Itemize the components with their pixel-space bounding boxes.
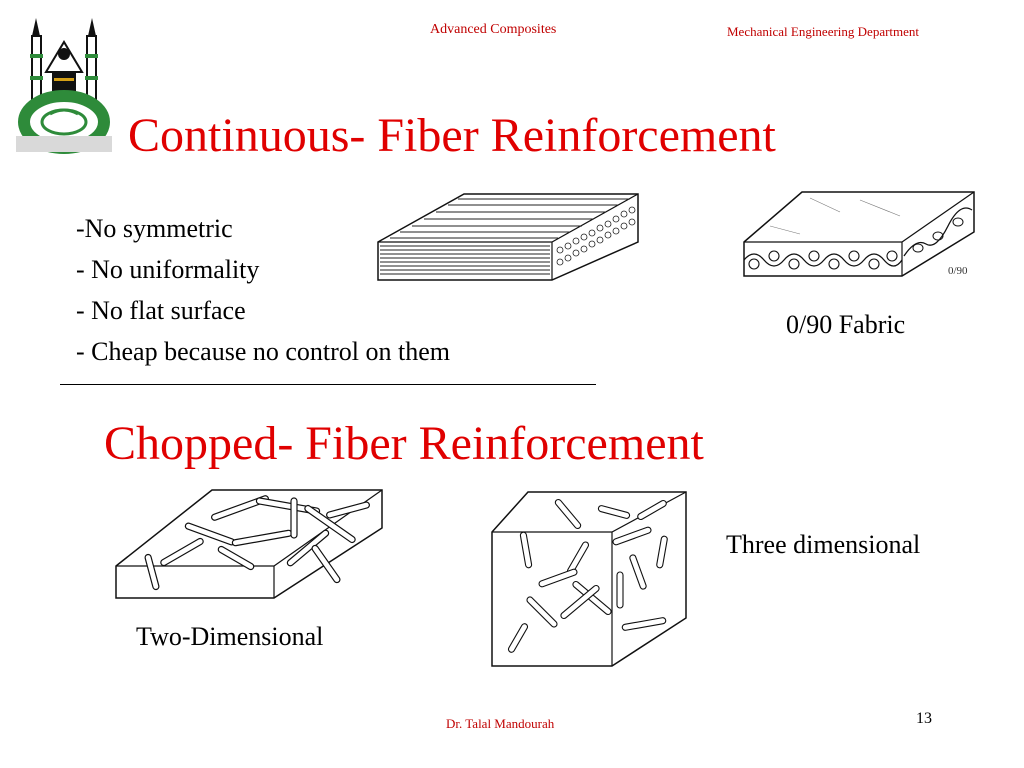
department-name: Mechanical Engineering Department — [727, 24, 920, 39]
continuous-title: Continuous- Fiber Reinforcement — [128, 109, 776, 162]
two-dimensional-caption: Two-Dimensional — [136, 622, 324, 651]
university-logo — [14, 14, 114, 156]
bullet-item: - Cheap because no control on them — [76, 337, 450, 366]
three-dimensional-fiber-sketch — [488, 488, 692, 672]
author-footer: Dr. Talal Mandourah — [446, 716, 555, 731]
fabric-sketch-note: 0/90 — [948, 265, 968, 277]
three-dimensional-caption: Three dimensional — [726, 530, 921, 559]
two-dimensional-fiber-sketch — [112, 486, 388, 604]
page-number: 13 — [916, 710, 932, 727]
chopped-title: Chopped- Fiber Reinforcement — [104, 417, 704, 470]
fabric-sketch — [740, 186, 980, 282]
fabric-caption: 0/90 Fabric — [786, 310, 906, 339]
bullet-item: - No flat surface — [76, 296, 246, 325]
unidirectional-fiber-sketch — [374, 186, 644, 286]
bullet-item: -No symmetric — [76, 214, 233, 243]
course-title: Advanced Composites — [430, 22, 557, 37]
bullet-item: - No uniformality — [76, 255, 260, 284]
section-divider — [60, 384, 596, 385]
